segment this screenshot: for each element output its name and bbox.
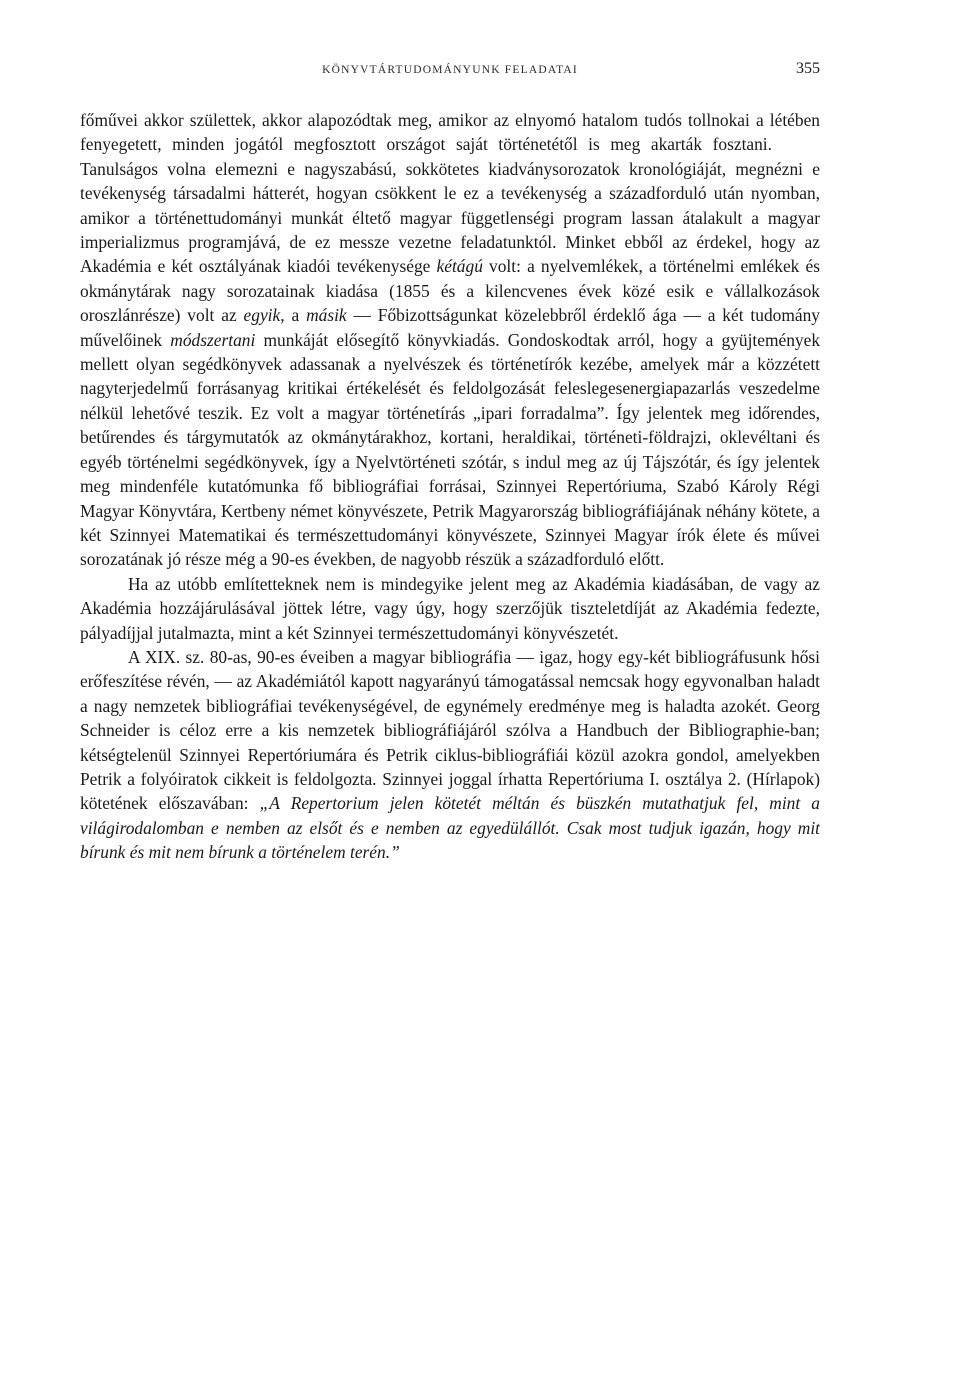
text-run: — Főbizottságunkat közelebbről érdeklő ága — a két tudomány művelőinek [80, 305, 820, 350]
italic-text: kétágú [436, 256, 483, 277]
text-run: volt: a nyelvemlékek, a történelmi emlékek és okmánytárak nagy sorozatainak kiadása (1855 és a kilencvenes évek közé esik e vállalkozások oroszlánrésze) volt az [80, 256, 820, 326]
paragraph [80, 572, 820, 645]
body-text [80, 108, 820, 865]
text-run: főművei akkor születtek, akkor alapozódtak meg, amikor az elnyomó hatalom tudós tollnokai a létében fenyegetett, minden jogától megfosztott országot saját történetétől is meg akarták fosztani. [80, 110, 820, 155]
running-title: KÖNYVTÁRTUDOMÁNYUNK FELADATAI [322, 64, 578, 76]
italic-text: módszertani [170, 329, 256, 350]
running-header [80, 60, 820, 84]
text-run: , a [280, 305, 307, 326]
italic-text: másik [306, 305, 347, 326]
text-run: Ha az utóbb említetteknek nem is mindegyike jelent meg az Akadémia kiadásában, de vagy az Akadémia hozzájárulásával jöttek létre, vagy úgy, hogy szerzőjük tiszteletdíját az Akadémia fedezte, pályadíjjal jutalmazta, mint a két Szinnyei természettudományi könyvészetét. [80, 573, 820, 643]
text-run: A XIX. sz. 80-as, 90-es éveiben a magyar bibliográfia — igaz, hogy egy-két bibliográfusunk hősi erőfeszítése révén, — az Akadémiától kapott nagyarányú támogatással nemcsak hogy egyvonalban haladt a nagy nemzetek bibliográfiai tevékenységével, de egynémely eredménye meg is haladta azokét. Georg Schneider is céloz erre a kis nemzetek bibliográfiájáról szólva a Handbuch der Bibliographie-ban; kétségtelenül Szinnyei Repertóriumára és Petrik ciklus-bibliográfiái közül azokra gondol, amelyekben Petrik a folyóiratok cikkeit is feldolgozta. Szinnyei joggal írhatta Repertóriuma I. osztálya 2. (Hírlapok) kötetének előszavában: [80, 646, 820, 814]
text-run: munkáját elősegítő könyvkiadás. Gondoskodtak arról, hogy a gyüjtemények mellett olyan segédkönyvek adassanak a nyelvészek és történetírók kezébe, amelyek már a közzétett nagyterjedelmű forrásanyag kritikai értékelését és feldolgozását feleslegesenergiapazarlás veszedelme nélkül lehetővé teszik. Ez volt a magyar történetírás „ipari forradalma”. Így jelentek meg időrendes, betűrendes és tárgymutatók az okmánytárakhoz, kortani, heraldikai, történeti-földrajzi, oklevéltani és egyéb történelmi segédkönyvek, így a Nyelvtörténeti szótár, s indul meg az új Tájszótár, és így jelentek meg mindenféle kutatómunka fő bibliográfiai forrásai, Szinnyei Repertóriuma, Szabó Károly Régi Magyar Könyvtára, Kertbeny német könyvészete, Petrik Magyarország bibliográfiájának néhány kötete, a két Szinnyei Matematikai és természettudományi könyvészete, Szinnyei Magyar írók élete és művei sorozatának jó része még a 90-es években, de nagyobb részük a századforduló előtt. [80, 329, 821, 570]
italic-text: egyik [243, 305, 281, 326]
paragraph [80, 108, 820, 572]
italic-text: „A Repertorium jelen kötetét méltán és büszkén mutathatjuk fel, mint a világirodalomban e nemben az elsőt és e nemben az egyedülállót. Csak most tudjuk igazán, hogy mit bírunk és mit nem bírunk a történelem terén.” [80, 793, 820, 863]
page-number: 355 [796, 60, 820, 77]
paragraph [80, 645, 820, 865]
text-run: Tanulságos volna elemezni e nagyszabású, sokkötetes kiadványsorozatok kronológiáját, megnézni e tevékenység társadalmi hátterét, hogyan csökkent le ez a tevékenység a századforduló után nyomban, amikor a történettudományi munkát éltető magyar függetlenségi program lassan átalakult a magyar imperializmus programjává, de ez messze vezetne feladatunktól. Minket ebből az érdekel, hogy az Akadémia e két osztályának kiadói tevékenysége [80, 158, 820, 277]
